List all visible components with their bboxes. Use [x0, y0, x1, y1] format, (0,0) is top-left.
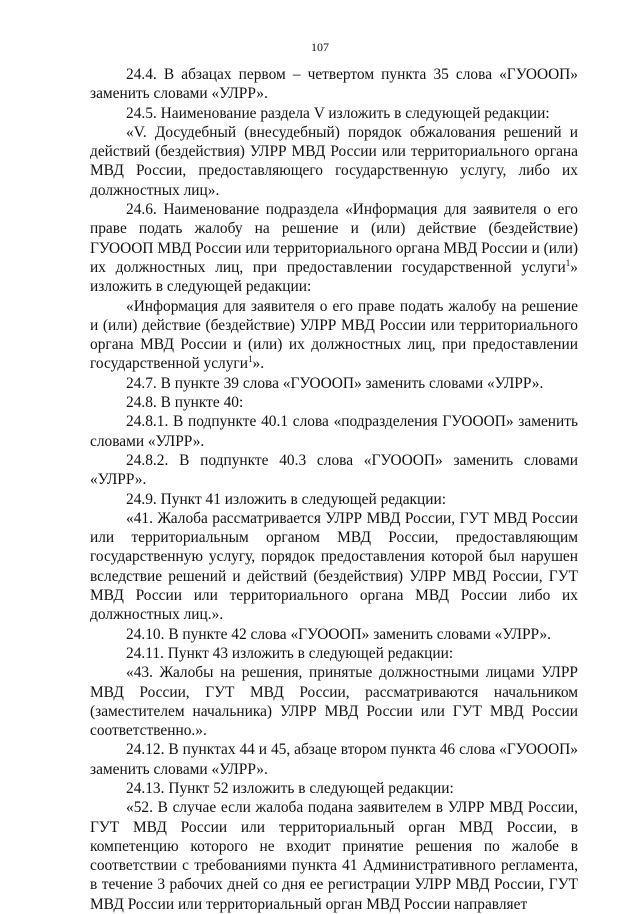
paragraph-text: 24.8. В пункте 40:	[126, 394, 244, 412]
paragraph	[90, 625, 578, 644]
paragraph	[90, 798, 578, 914]
paragraph	[90, 779, 578, 798]
paragraph-text: 24.8.2. В подпункте 40.3 слова «ГУОООП» заменить словами «УЛРР».	[90, 451, 578, 489]
paragraph-text: «52. В случае если жалоба подана заявителем в УЛРР МВД России, ГУТ МВД России или территориальный орган МВД России, в компетенцию которого не входит принятие решения по жалобе в соответствии с требованиями пункта 41 Административного регламента, в течение 3 рабочих дней со дня ее регистрации УЛРР МВД России, ГУТ МВД России или территориальный орган МВД России направляет	[90, 799, 578, 913]
paragraph-text: 24.5. Наименование раздела V изложить в следующей редакции:	[126, 104, 550, 122]
paragraph-tail: ».	[252, 355, 265, 373]
paragraph-text: «Информация для заявителя о его праве подать жалобу на решение и (или) действие (бездействие) УЛРР МВД России или территориального органа МВД России и (или) их должностных лиц, при предоставлении государственной услуги	[90, 297, 578, 373]
paragraph	[90, 65, 578, 104]
paragraph	[90, 374, 578, 393]
paragraph-text: 24.10. В пункте 42 слова «ГУОООП» заменить словами «УЛРР».	[126, 625, 552, 643]
footnote-marker: 1	[565, 257, 571, 268]
paragraph-text: 24.7. В пункте 39 слова «ГУОООП» заменить словами «УЛРР».	[126, 374, 544, 392]
paragraph-text: 24.9. Пункт 41 изложить в следующей редакции:	[126, 490, 447, 508]
paragraph	[90, 104, 578, 123]
footnote-marker: 1	[248, 354, 253, 365]
paragraph	[90, 490, 578, 509]
paragraph	[90, 412, 578, 451]
paragraph-text: «43. Жалобы на решения, принятые должностными лицами УЛРР МВД России, ГУТ МВД России, рассматриваются начальником (заместителем начальника) УЛРР МВД России или ГУТ МВД России соответственно.».	[90, 664, 578, 740]
paragraph	[90, 644, 578, 663]
paragraph-text: 24.4. В абзацах первом – четвертом пункта 35 слова «ГУОООП» заменить словами «УЛРР».	[90, 66, 578, 103]
paragraph-text: 24.12. В пунктах 44 и 45, абзаце втором пункта 46 слова «ГУОООП» заменить словами «УЛРР».	[90, 741, 578, 778]
paragraph-tail: » изложить в следующей редакции:	[90, 258, 578, 296]
document-body	[90, 65, 578, 914]
paragraph	[90, 200, 578, 296]
paragraph	[90, 740, 578, 779]
paragraph	[90, 297, 578, 374]
paragraph	[90, 663, 578, 740]
paragraph-text: «V. Досудебный (внесудебный) порядок обжалования решений и действий (бездействия) УЛРР МВД России или территориального органа МВД России, предоставляющего государственную услугу, либо их должностных лиц».	[90, 123, 578, 199]
page-number: 107	[311, 40, 329, 54]
paragraph-text: «41. Жалоба рассматривается УЛРР МВД России, ГУТ МВД России или территориальным органом МВД России, предоставляющим государственную услугу, порядок предоставления которой был нарушен вследствие решений и действий (бездействия) УЛРР МВД России, ГУТ МВД России или территориального органа МВД России либо их должностных лиц.».	[90, 509, 578, 624]
paragraph-text: 24.11. Пункт 43 изложить в следующей редакции:	[126, 644, 454, 662]
paragraph-text: 24.8.1. В подпункте 40.1 слова «подразделения ГУОООП» заменить словами «УЛРР».	[90, 413, 578, 450]
paragraph-text: 24.13. Пункт 52 изложить в следующей редакции:	[126, 779, 454, 797]
paragraph	[90, 123, 578, 200]
paragraph	[90, 509, 578, 625]
paragraph	[90, 451, 578, 490]
paragraph	[90, 393, 578, 412]
paragraph-text: 24.6. Наименование подраздела «Информация для заявителя о его праве подать жалобу на решение и (или) действие (бездействие) ГУОООП МВД России или территориального органа МВД России и (или) их должностных лиц, при предоставлении государственной услуги	[90, 201, 578, 276]
